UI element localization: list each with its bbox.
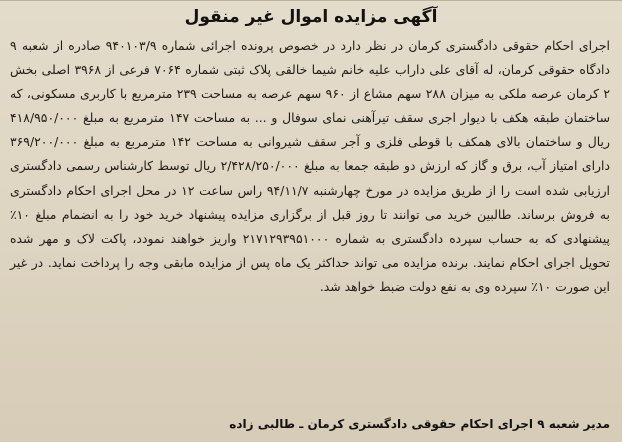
notice-body: اجرای احکام حقوقی دادگستری کرمان در نظر دارد در خصوص پرونده اجرائی شماره ۹۴۰۱۰۳/۹ صادره از شعبه ۹ دادگاه حقوقی کرمان، له آقای علی داراب علیه خانم شیما خالقی پلاک ثبتی شماره ۷۰۶۴ فرعی از ۳۹۶۸ اصلی بخش ۲ کرمان عرصه ملکی به میزان ۲۸۸ سهم مشاع از ۹۶۰ سهم عرصه به مساحت ۲۳۹ مترمربع با کاربری مسکونی، که ساختمان طبقه هکف با دیوار اجری سقف تیرآهنی نمای سوفال و ... به مساحت ۱۴۷ مترمربع به مبلغ ۴۱۸/۹۵۰/۰۰۰ ریال و ساختمان بالای همکف با قوطی فلزی و آجر سقف شیروانی به مساحت ۱۴۲ مترمربع به مبلغ ۳۶۹/۲۰۰/۰۰۰ دارای امتیاز آب، برق و گاز که ارزش دو طبقه جمعا به مبلغ ۲/۴۲۸/۲۵۰/۰۰۰ ریال توسط کارشناس رسمی دادگستری ارزیابی شده است را از طریق مزایده در مورخ چهارشنبه ۹۴/۱۱/۷ راس ساعت ۱۲ در محل اجرای احکام دادگستری به فروش برساند. طالبین خرید می توانند تا روز قبل از برگزاری مزایده پیشنهاد خرید خود را به انضمام مبلغ ۱۰٪ پیشنهادی که به حساب سپرده دادگستری به شماره ۲۱۷۱۲۹۳۹۵۱۰۰۰ واریز خواهند نمودد، پاکت لاک و مهر شده تحویل اجرای احکام نمایند. برنده مزایده می تواند حداکثر یک ماه پس از مزایده مابقی وجه را پرداخت نماید. در غیر این صورت ۱۰٪ سپرده وی به نفع دولت ضبط خواهد شد. [10,38,611,294]
notice-signature: مدیر شعبه ۹ اجرای احکام حقوقی دادگستری کرمان ـ طالبی زاده [229,417,610,431]
notice-title: آگهی مزایده اموال غیر منقول [184,7,438,27]
